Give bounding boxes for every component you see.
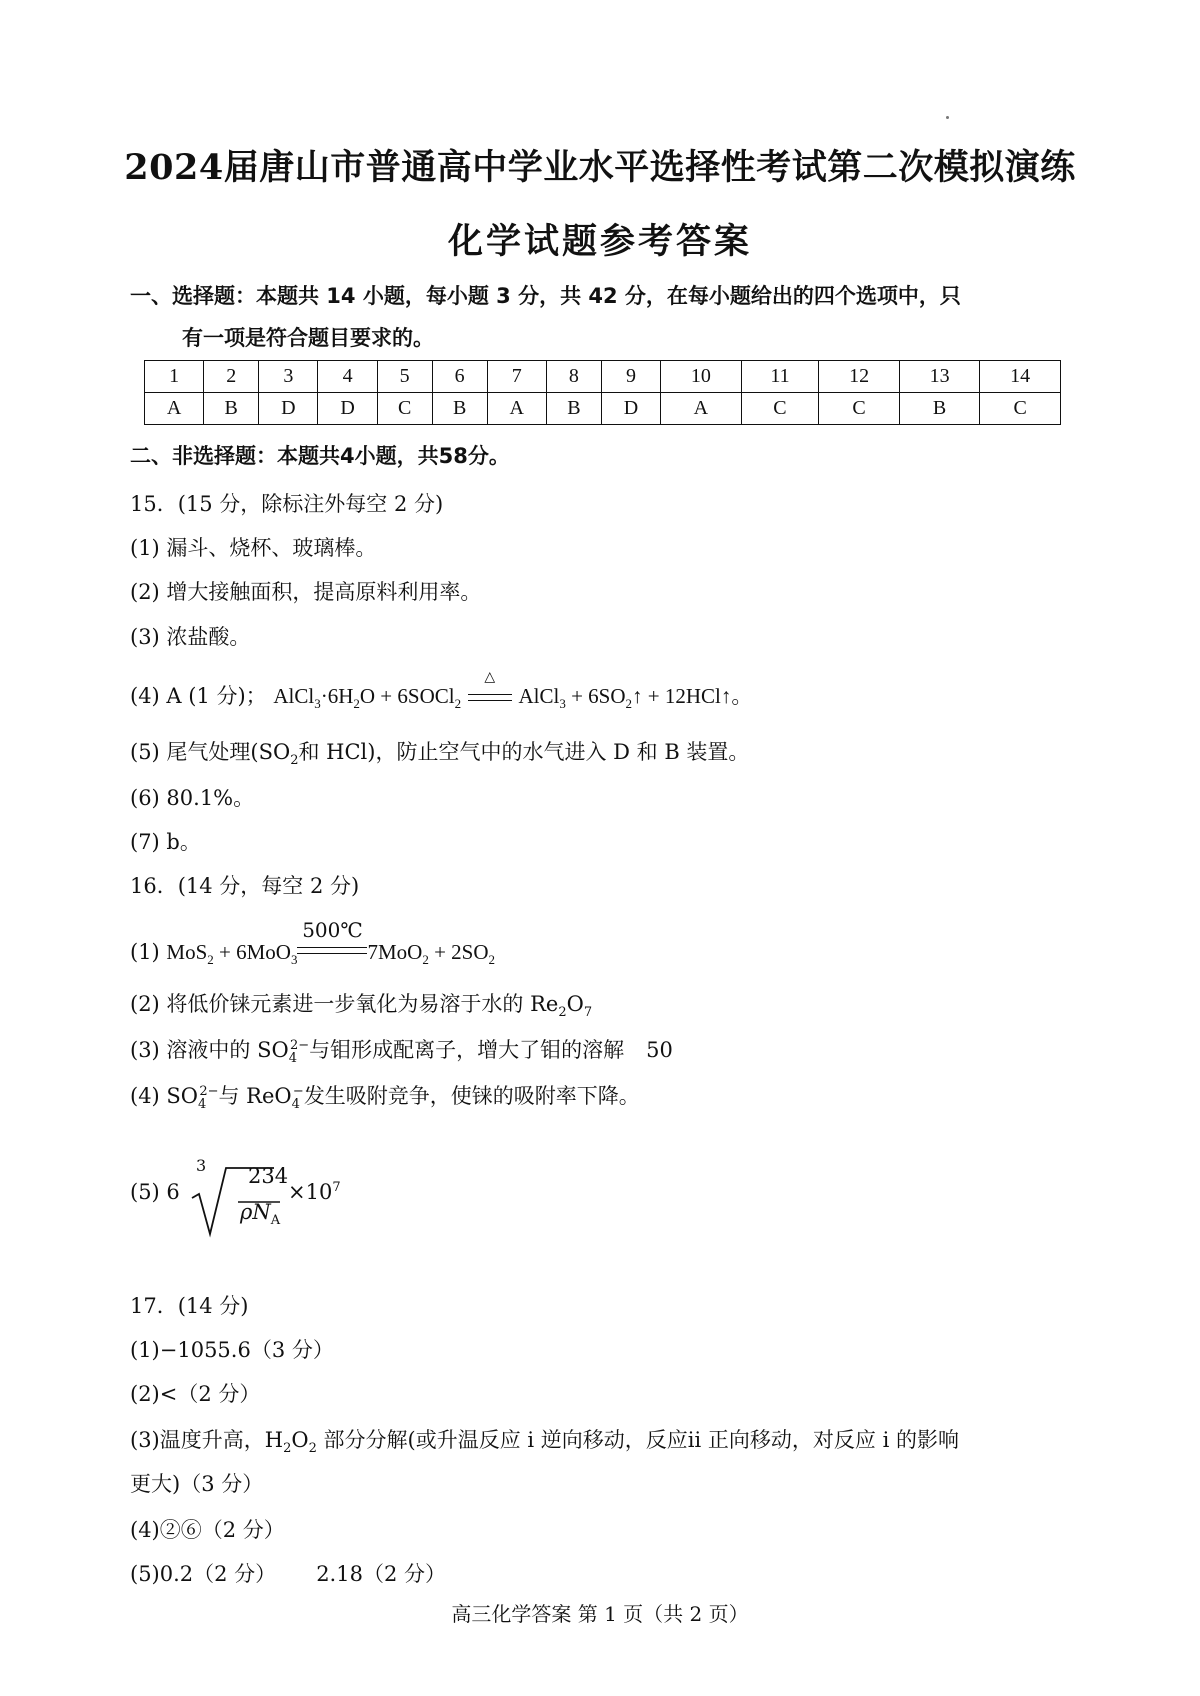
table-cell: A bbox=[661, 393, 742, 425]
q15-equation-products: AlCl$_3$ + $6SO_2↑$ + 12HCl↑。 bbox=[518, 684, 753, 712]
table-cell: 5 bbox=[377, 361, 432, 393]
table-cell: 10 bbox=[661, 361, 742, 393]
exponent: 7 bbox=[332, 1180, 341, 1195]
q15-answer-1: (1) 漏斗、烧杯、玻璃棒。 bbox=[130, 536, 377, 560]
q17-answer-1: (1)−1055.6（3 分） bbox=[130, 1338, 334, 1362]
table-cell: C bbox=[377, 393, 432, 425]
q17-answer-3-pre: (3)温度升高，H bbox=[130, 1428, 284, 1452]
q17-answer-3-line2: 更大)（3 分） bbox=[130, 1472, 264, 1496]
answer-table bbox=[144, 360, 1061, 425]
table-cell: B bbox=[899, 393, 980, 425]
q15-equation-reactants: $AlCl_3\cdot 6H_2O$ + 6SOCl$_2$ bbox=[273, 684, 462, 712]
q16-answer-4: (4) $SO_4^{2-}$与 ReO$_4$−发生吸附竞争，使铼的吸附率下降。 bbox=[130, 1084, 640, 1113]
table-cell: 3 bbox=[259, 361, 318, 393]
table-cell: D bbox=[259, 393, 318, 425]
condition-temperature: 500℃ bbox=[302, 918, 363, 942]
table-cell: D bbox=[318, 393, 377, 425]
section1-heading-line1: 一、选择题：本题共 14 小题，每小题 3 分，共 42 分，在每小题给出的四个选项中，只 bbox=[130, 284, 961, 308]
table-cell: B bbox=[204, 393, 259, 425]
speck-dot bbox=[946, 116, 949, 119]
q16-answer-4-pre: (4) SO bbox=[130, 1084, 199, 1108]
double-bar bbox=[297, 947, 367, 954]
table-cell: 6 bbox=[432, 361, 487, 393]
q17-answer-4: (4)②⑥（2 分） bbox=[130, 1518, 285, 1542]
q16-answer-1 bbox=[130, 918, 496, 968]
fraction-denominator: $\rho N_A$ bbox=[240, 1200, 281, 1229]
page-footer: 高三化学答案 第 1 页（共 2 页） bbox=[451, 1602, 749, 1626]
reaction-condition bbox=[297, 918, 367, 964]
table-cell: B bbox=[546, 393, 601, 425]
q15-answer-2: (2) 增大接触面积，提高原料利用率。 bbox=[130, 580, 482, 604]
q16-answer-2: (2) 将低价铼元素进一步氧化为易溶于水的 $Re_2O_7$ bbox=[130, 992, 593, 1021]
q16-answer-3-pre: (3) 溶液中的 SO bbox=[130, 1038, 289, 1062]
table-cell: A bbox=[145, 393, 204, 425]
table-cell: 7 bbox=[487, 361, 546, 393]
q15-answer-3: (3) 浓盐酸。 bbox=[130, 625, 251, 649]
q16-equation-products: $7MoO_2 + 2SO_2$ bbox=[367, 940, 496, 968]
answer-table-answer-row bbox=[145, 393, 1061, 425]
table-cell: C bbox=[819, 393, 900, 425]
double-bar bbox=[468, 694, 512, 701]
q15-answer-6: (6) 80.1%。 bbox=[130, 786, 255, 810]
q16-answer-3: (3) 溶液中的 $SO_4^{2-}$与钼形成配离子，增大了钼的溶解 50 bbox=[130, 1038, 673, 1067]
q15-answer-5-post: 和 HCl)，防止空气中的水气进入 D 和 B 装置。 bbox=[298, 740, 750, 764]
section2-heading: 二、非选择题：本题共4小题，共58分。 bbox=[130, 444, 510, 468]
q16-equation-reactants: MoS$_2$ + 6MoO$_3$ bbox=[166, 940, 298, 968]
q17-answer-3-post: 部分分解(或升温反应 ⅰ 逆向移动，反应ⅱ 正向移动，对反应 ⅰ 的影响 bbox=[323, 1428, 959, 1452]
table-cell: 11 bbox=[741, 361, 819, 393]
q17-answer-3: (3)温度升高，$H_2O_2$ 部分分解(或升温反应 ⅰ 逆向移动，反应ⅱ 正向移动，对反应 ⅰ 的影响 bbox=[130, 1428, 959, 1457]
q17-answer-5a: (5)0.2（2 分） bbox=[130, 1562, 277, 1586]
q16-answer-5-prefix: (5) 6 bbox=[130, 1180, 180, 1204]
section1-heading-line2: 有一项是符合题目要求的。 bbox=[182, 326, 434, 350]
q17-answer-2: (2)<（2 分） bbox=[130, 1382, 261, 1406]
table-cell: B bbox=[432, 393, 487, 425]
q17-heading: 17．(14 分) bbox=[130, 1294, 249, 1318]
table-cell: A bbox=[487, 393, 546, 425]
table-cell: D bbox=[601, 393, 660, 425]
q16-answer-4-mid: 与 ReO bbox=[218, 1084, 292, 1108]
table-cell: C bbox=[980, 393, 1061, 425]
q16-heading: 16．(14 分，每空 2 分) bbox=[130, 874, 360, 898]
q16-answer-3-value: 50 bbox=[646, 1038, 673, 1062]
q15-answer-4 bbox=[130, 669, 753, 712]
root-index: 3 bbox=[196, 1156, 207, 1175]
q15-heading: 15．(15 分，除标注外每空 2 分) bbox=[130, 492, 444, 516]
q17-answer-5b: 2.18（2 分） bbox=[316, 1562, 446, 1586]
q16-answer-1-prefix: (1) bbox=[130, 940, 167, 964]
times-ten: ×10 bbox=[288, 1180, 333, 1204]
table-cell: C bbox=[741, 393, 819, 425]
page-subtitle: 化学试题参考答案 bbox=[447, 221, 752, 262]
table-cell: 4 bbox=[318, 361, 377, 393]
heat-triangle-icon: △ bbox=[484, 669, 496, 685]
q15-answer-5: (5) 尾气处理($SO_2$和 HCl)，防止空气中的水气进入 D 和 B 装置。 bbox=[130, 740, 750, 769]
times-power bbox=[288, 1180, 341, 1204]
q16-answer-4-post: 发生吸附竞争，使铼的吸附率下降。 bbox=[303, 1084, 640, 1108]
q17-answer-5 bbox=[130, 1558, 446, 1588]
table-cell: 8 bbox=[546, 361, 601, 393]
q15-answer-4-prefix: (4) A (1 分)； bbox=[130, 684, 267, 708]
table-cell: 1 bbox=[145, 361, 204, 393]
table-cell: 9 bbox=[601, 361, 660, 393]
table-cell: 2 bbox=[204, 361, 259, 393]
q16-answer-2-pre: (2) 将低价铼元素进一步氧化为易溶于水的 Re bbox=[130, 992, 559, 1016]
table-cell: 12 bbox=[819, 361, 900, 393]
fraction-numerator: 234 bbox=[248, 1164, 289, 1188]
table-cell: 13 bbox=[899, 361, 980, 393]
page-title: 2024届唐山市普通高中学业水平选择性考试第二次模拟演练 bbox=[124, 147, 1076, 188]
heat-condition bbox=[468, 669, 512, 711]
answer-table-number-row bbox=[145, 361, 1061, 393]
table-cell: 14 bbox=[980, 361, 1061, 393]
q16-answer-3-post: 与钼形成配离子，增大了钼的溶解 bbox=[309, 1038, 625, 1062]
q15-answer-7: (7) b。 bbox=[130, 830, 201, 854]
q15-answer-5-pre: (5) 尾气处理(SO bbox=[130, 740, 291, 764]
